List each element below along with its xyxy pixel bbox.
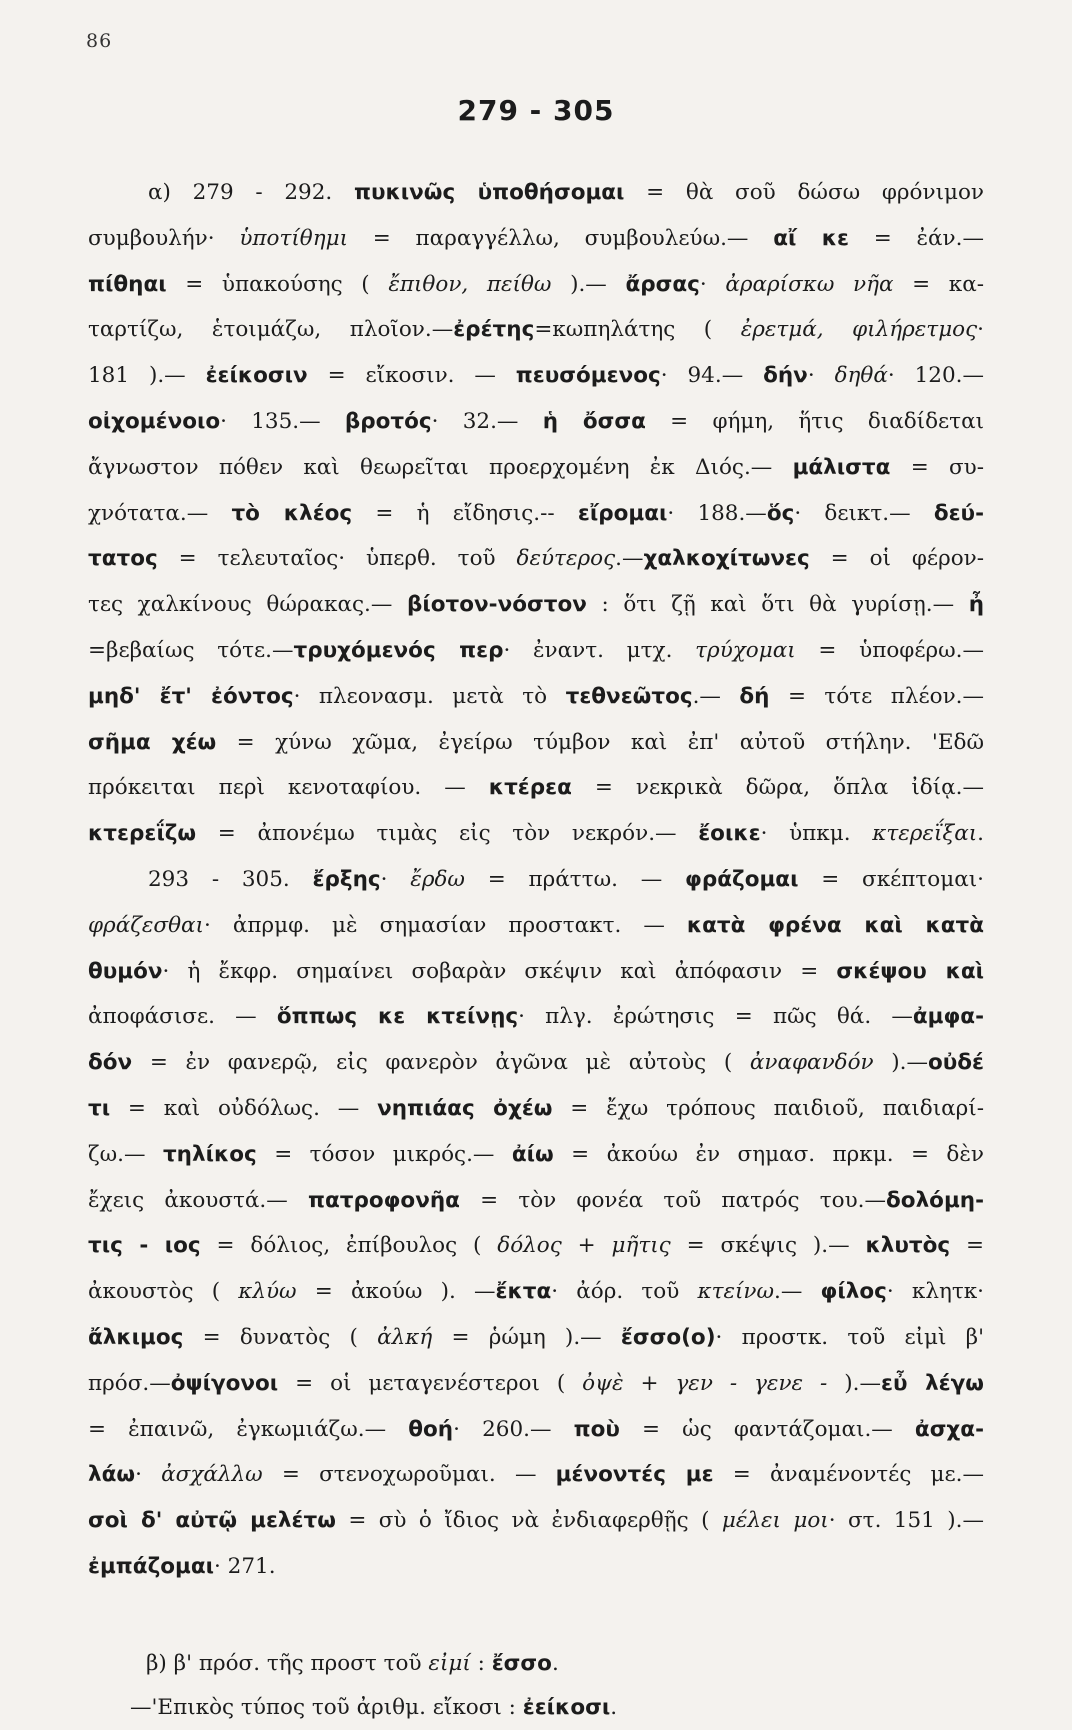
gloss-text: = τόσον μικρός.— bbox=[256, 1141, 512, 1167]
gloss-text: · bbox=[135, 1462, 162, 1488]
gloss-text: 293 - 305. bbox=[148, 866, 313, 892]
gloss-text: · bbox=[380, 866, 411, 892]
gloss-text: = θὰ σοῦ δώσω φρόνιμον bbox=[624, 180, 984, 205]
gloss-text: ).— bbox=[873, 1050, 928, 1076]
lemma-term: σκέψου καὶ bbox=[836, 958, 984, 984]
gloss-text: · bbox=[699, 271, 726, 297]
footnote-text: . bbox=[551, 1650, 559, 1676]
lemma-term: ποὺ bbox=[573, 1416, 620, 1442]
gloss-text: ἀκουστὸς ( bbox=[88, 1279, 239, 1305]
text-line bbox=[88, 994, 984, 1040]
lemma-term: ἐείκοσιν bbox=[205, 363, 308, 389]
gloss-text: · ἐναντ. μτχ. bbox=[503, 637, 696, 663]
italic-gloss: ἀραρίσκω νῆα bbox=[725, 271, 894, 297]
gloss-text: = οἱ φέρον- bbox=[809, 546, 984, 572]
lemma-term: νηπιάας ὀχέω bbox=[377, 1095, 553, 1121]
footnote-text: . bbox=[610, 1694, 618, 1720]
lemma-term: ἐμπάζομαι bbox=[88, 1553, 215, 1579]
gloss-text: = καὶ οὐδόλως. — bbox=[110, 1095, 378, 1121]
lemma-term: κτερεΐζω bbox=[88, 821, 197, 847]
text-line bbox=[88, 628, 984, 674]
text-line bbox=[88, 1086, 984, 1132]
lemma-term: ὅς bbox=[766, 500, 795, 526]
lemma-term: κατὰ φρένα καὶ κατὰ bbox=[686, 912, 984, 938]
gloss-text: = ἀκούω ). — bbox=[296, 1279, 496, 1305]
lemma-term: ἔκτα bbox=[495, 1279, 552, 1305]
italic-gloss: ὑποτίθημι bbox=[239, 225, 349, 251]
lemma-term: ἐρέτης bbox=[453, 317, 535, 343]
gloss-text: = τελευταῖος· ὑπερθ. τοῦ bbox=[157, 546, 517, 572]
lemma-term: τὸ κλέος bbox=[231, 500, 353, 526]
text-line bbox=[88, 170, 984, 216]
italic-gloss: δεύτερος bbox=[516, 546, 616, 572]
gloss-text: συμβουλήν· bbox=[88, 225, 240, 251]
italic-gloss: ἐρετμά, φιλήρετμος bbox=[740, 317, 978, 343]
gloss-text: .— bbox=[692, 683, 740, 709]
text-line bbox=[88, 536, 984, 582]
gloss-text: = φήμη, ἥτις διαδίδεται bbox=[645, 408, 984, 434]
lemma-term: τεθνεῶτος bbox=[565, 683, 693, 709]
italic-gloss: μέλει μοι bbox=[721, 1508, 829, 1534]
footnote-term: ἔσσο bbox=[491, 1650, 552, 1676]
gloss-text: 181 ).— bbox=[88, 363, 206, 389]
italic-gloss: ἀσχάλλω bbox=[161, 1462, 263, 1488]
gloss-text: · 32.— bbox=[431, 408, 543, 434]
footnote-text: β) β' πρόσ. τῆς προστ τοῦ bbox=[146, 1650, 429, 1676]
lemma-term: οἰχομένοιο bbox=[88, 408, 221, 434]
text-line bbox=[88, 307, 984, 353]
gloss-text: · δεικτ.— bbox=[794, 500, 934, 526]
gloss-text: = δόλιος, ἐπίβουλος ( bbox=[200, 1233, 498, 1259]
gloss-text: ἔχεις ἀκουστά.— bbox=[88, 1187, 308, 1213]
gloss-text: .— bbox=[615, 546, 644, 572]
text-line bbox=[88, 491, 984, 537]
gloss-text: · 135.— bbox=[220, 408, 345, 434]
footnote-text: —'Επικὸς τύπος τοῦ ἀριθμ. εἴκοσι : bbox=[130, 1694, 523, 1720]
text-line bbox=[88, 1132, 984, 1178]
italic-gloss: δηθά bbox=[834, 363, 888, 389]
gloss-text: = πράττω. — bbox=[464, 866, 686, 892]
gloss-text: · 271. bbox=[214, 1553, 276, 1579]
lemma-term: ἀίω bbox=[511, 1141, 554, 1167]
footnote-line bbox=[88, 1642, 984, 1686]
gloss-text: = ἡ εἴδησις.-- bbox=[352, 500, 578, 526]
lemma-term: λάω bbox=[88, 1462, 136, 1488]
lemma-term: δήν bbox=[763, 363, 808, 389]
text-line bbox=[88, 949, 984, 995]
text-line bbox=[88, 262, 984, 308]
gloss-text: = σὺ ὁ ἴδιος νὰ ἐνδιαφερθῇς ( bbox=[335, 1508, 722, 1534]
gloss-text: πρόκειται περὶ κενοταφίου. — bbox=[88, 775, 489, 801]
gloss-text: · 120.— bbox=[887, 363, 984, 389]
lemma-term: δεύ- bbox=[933, 500, 984, 526]
gloss-text: = ῥώμη ).— bbox=[432, 1324, 621, 1350]
text-line bbox=[88, 1269, 984, 1315]
gloss-text: =βεβαίως τότε.— bbox=[88, 637, 294, 663]
footnote-text: : bbox=[470, 1650, 492, 1676]
gloss-text: χνότατα.— bbox=[88, 500, 232, 526]
gloss-text: = δυνατὸς ( bbox=[183, 1324, 378, 1350]
lemma-term: οὐδέ bbox=[927, 1050, 984, 1076]
lemma-term: πατροφονῆα bbox=[307, 1187, 460, 1213]
gloss-text: = οἱ μεταγενέστεροι ( bbox=[278, 1370, 583, 1396]
lemma-term: ἄρσας bbox=[625, 271, 700, 297]
lemma-term: ὅππως κε κτείνῃς bbox=[276, 1004, 519, 1030]
italic-gloss: ἀλκή bbox=[377, 1324, 433, 1350]
gloss-text: = ἀναμένοντές με.— bbox=[713, 1462, 984, 1488]
gloss-text: ζω.— bbox=[88, 1141, 163, 1167]
lemma-term: τηλίκος bbox=[162, 1141, 257, 1167]
italic-gloss: κλύω bbox=[238, 1279, 297, 1305]
gloss-text: = σκέψις ).— bbox=[670, 1233, 866, 1259]
lemma-term: εἴρομαι bbox=[577, 500, 668, 526]
lemma-term: ἔσσο(ο) bbox=[620, 1324, 716, 1350]
footnote-term: ἐείκοσι bbox=[522, 1694, 611, 1720]
gloss-text: · ὑπκμ. bbox=[760, 821, 873, 847]
lemma-term: ἔρξης bbox=[312, 866, 381, 892]
gloss-text: = τὸν φονέα τοῦ πατρός του.— bbox=[459, 1187, 887, 1213]
lemma-term: μηδ' ἔτ' ἐόντος bbox=[88, 683, 294, 709]
lemma-term: πυκινῶς ὑποθήσομαι bbox=[353, 180, 625, 205]
text-line bbox=[88, 1544, 984, 1590]
gloss-text: = ἐπαινῶ, ἐγκωμιάζω.— bbox=[88, 1416, 409, 1442]
gloss-text: πρόσ.— bbox=[88, 1370, 171, 1396]
lemma-term: φίλος bbox=[820, 1279, 887, 1305]
text-line bbox=[88, 1315, 984, 1361]
gloss-text: = ἀκούω ἐν σημασ. πρκμ. = δὲν bbox=[553, 1141, 984, 1167]
gloss-text: = ὑποφέρω.— bbox=[795, 637, 984, 663]
lemma-term: πευσόμενος bbox=[515, 363, 661, 389]
text-line bbox=[88, 1498, 984, 1544]
text-line bbox=[88, 857, 984, 903]
text-line bbox=[88, 216, 984, 262]
gloss-text: · 260.— bbox=[453, 1416, 574, 1442]
lemma-term: τρυχόμενός περ bbox=[293, 637, 504, 663]
italic-gloss: τρύχομαι bbox=[695, 637, 796, 663]
lemma-term: τις - ιος bbox=[88, 1233, 201, 1259]
gloss-text: τες χαλκίνους θώρακας.— bbox=[88, 592, 407, 618]
italic-gloss: κτερεΐξαι bbox=[872, 821, 978, 847]
gloss-text: ).— bbox=[551, 271, 626, 297]
footnote-text: εἰμί bbox=[428, 1650, 471, 1676]
gloss-text: = χύνω χῶμα, ἐγείρω τύμβον καὶ ἐπ' αὐτοῦ στήλην. 'Εδῶ bbox=[216, 729, 984, 755]
section-heading: 279 - 305 bbox=[457, 94, 615, 127]
gloss-text: · bbox=[977, 317, 984, 343]
gloss-text: · bbox=[807, 363, 835, 389]
italic-gloss: φράζεσθαι bbox=[88, 912, 204, 938]
gloss-text: ἀποφάσισε. — bbox=[88, 1004, 277, 1030]
gloss-text: = νεκρικὰ δῶρα, ὅπλα ἰδίᾳ.— bbox=[571, 775, 984, 801]
lemma-term: σοὶ δ' αὐτῷ μελέτω bbox=[88, 1508, 336, 1534]
gloss-text: = συ- bbox=[890, 454, 984, 480]
commentary-body bbox=[88, 170, 984, 1730]
italic-gloss: ἀναφανδόν bbox=[749, 1050, 874, 1076]
text-line bbox=[88, 765, 984, 811]
gloss-text: . bbox=[977, 821, 984, 847]
lemma-term: κτέρεα bbox=[488, 775, 572, 801]
gloss-text: = παραγγέλλω, συμβουλεύω.— bbox=[348, 225, 774, 251]
lemma-term: ἡ ὄσσα bbox=[542, 408, 646, 434]
page-number: 86 bbox=[86, 30, 113, 52]
lemma-term: ἀσχα- bbox=[914, 1416, 984, 1442]
text-line bbox=[88, 1040, 984, 1086]
lemma-term: αἴ κε bbox=[773, 225, 849, 251]
lemma-term: τατος bbox=[88, 546, 158, 572]
lemma-term: ὀψίγονοι bbox=[170, 1370, 279, 1396]
lemma-term: φράζομαι bbox=[685, 866, 799, 892]
lemma-term: βίοτον-νόστον bbox=[407, 592, 587, 618]
gloss-text: ἄγνωστον πόθεν καὶ θεωρεῖται προερχομένη ἐκ Διός.— bbox=[88, 454, 793, 480]
text-line bbox=[88, 1178, 984, 1224]
lemma-term: ἀμφα- bbox=[912, 1004, 984, 1030]
text-line bbox=[88, 445, 984, 491]
lemma-term: δολόμη- bbox=[886, 1187, 984, 1213]
lemma-term: ἄλκιμος bbox=[88, 1324, 184, 1350]
gloss-text: = bbox=[950, 1233, 984, 1259]
gloss-text: · στ. 151 ).— bbox=[828, 1508, 984, 1534]
lemma-term: χαλκοχίτωνες bbox=[643, 546, 810, 572]
lemma-term: μένοντές με bbox=[555, 1462, 714, 1488]
gloss-text: · ἡ ἔκφρ. σημαίνει σοβαρὰν σκέψιν καὶ ἀπόφασιν = bbox=[162, 958, 837, 984]
lemma-term: κλυτὸς bbox=[865, 1233, 951, 1259]
gloss-text: α) 279 - 292. bbox=[148, 180, 354, 205]
gloss-text: = ἐάν.— bbox=[848, 225, 984, 251]
lemma-term: εὖ λέγω bbox=[880, 1370, 984, 1396]
gloss-text: = τότε πλέον.— bbox=[769, 683, 984, 709]
gloss-text: = ἔχω τρόπους παιδιοῦ, παιδιαρί- bbox=[552, 1095, 984, 1121]
lemma-term: θοή bbox=[408, 1416, 454, 1442]
gloss-text: · πλεονασμ. μετὰ τὸ bbox=[293, 683, 566, 709]
lemma-term: σῆμα χέω bbox=[88, 729, 217, 755]
gloss-text: = ὡς φαντάζομαι.— bbox=[619, 1416, 915, 1442]
gloss-text: · 188.— bbox=[667, 500, 767, 526]
gloss-text: ταρτίζω, ἑτοιμάζω, πλοῖον.— bbox=[88, 317, 454, 343]
gloss-text: · πλγ. ἐρώτησις = πῶς θά. — bbox=[518, 1004, 913, 1030]
text-line bbox=[88, 353, 984, 399]
gloss-text: : ὅτι ζῇ καὶ ὅτι θὰ γυρίσῃ.— bbox=[586, 592, 969, 618]
text-line bbox=[88, 811, 984, 857]
text-line bbox=[88, 582, 984, 628]
lemma-term: ἦ bbox=[968, 592, 984, 618]
text-line bbox=[88, 399, 984, 445]
gloss-text: = ἀπονέμω τιμὰς εἰς τὸν νεκρόν.— bbox=[196, 821, 699, 847]
text-line bbox=[88, 674, 984, 720]
lemma-term: δή bbox=[739, 683, 770, 709]
text-line bbox=[88, 1407, 984, 1453]
gloss-text: .— bbox=[774, 1279, 821, 1305]
italic-gloss: ἔρδω bbox=[410, 866, 465, 892]
gloss-text: · προστκ. τοῦ εἰμὶ β' bbox=[715, 1324, 984, 1350]
lemma-term: πίθηαι bbox=[88, 271, 167, 297]
gloss-text: = ἐν φανερῷ, εἰς φανερὸν ἀγῶνα μὲ αὐτοὺς ( bbox=[132, 1050, 750, 1076]
lemma-term: θυμόν bbox=[88, 958, 163, 984]
text-line bbox=[88, 1452, 984, 1498]
text-line bbox=[88, 720, 984, 766]
gloss-text: · 94.— bbox=[660, 363, 764, 389]
lemma-term: δόν bbox=[88, 1050, 133, 1076]
gloss-text: · ἀόρ. τοῦ bbox=[551, 1279, 698, 1305]
lemma-term: βροτός bbox=[344, 408, 432, 434]
gloss-text: = εἴκοσιν. — bbox=[307, 363, 516, 389]
lemma-term: ἔοικε bbox=[698, 821, 761, 847]
gloss-text: = κα- bbox=[893, 271, 984, 297]
footnote-line bbox=[88, 1686, 984, 1730]
text-line bbox=[88, 1361, 984, 1407]
gloss-text: · κλητκ· bbox=[886, 1279, 984, 1305]
spacer bbox=[88, 1590, 984, 1642]
text-line bbox=[88, 1223, 984, 1269]
gloss-text: = ὑπακούσης ( bbox=[166, 271, 389, 297]
italic-gloss: ὀψὲ + γεν - γενε - bbox=[582, 1370, 828, 1396]
gloss-text: · ἀπρμφ. μὲ σημασίαν προστακτ. — bbox=[203, 912, 687, 938]
lemma-term: μάλιστα bbox=[792, 454, 891, 480]
lemma-term: τι bbox=[88, 1095, 111, 1121]
gloss-text: = στενοχωροῦμαι. — bbox=[262, 1462, 556, 1488]
gloss-text: = σκέπτομαι· bbox=[798, 866, 984, 892]
text-line bbox=[88, 903, 984, 949]
italic-gloss: δόλος + μῆτις bbox=[497, 1233, 671, 1259]
gloss-text: =κωπηλάτης ( bbox=[534, 317, 741, 343]
italic-gloss: ἔπιθον, πείθω bbox=[388, 271, 552, 297]
italic-gloss: κτείνω bbox=[697, 1279, 775, 1305]
gloss-text: ).— bbox=[827, 1370, 881, 1396]
